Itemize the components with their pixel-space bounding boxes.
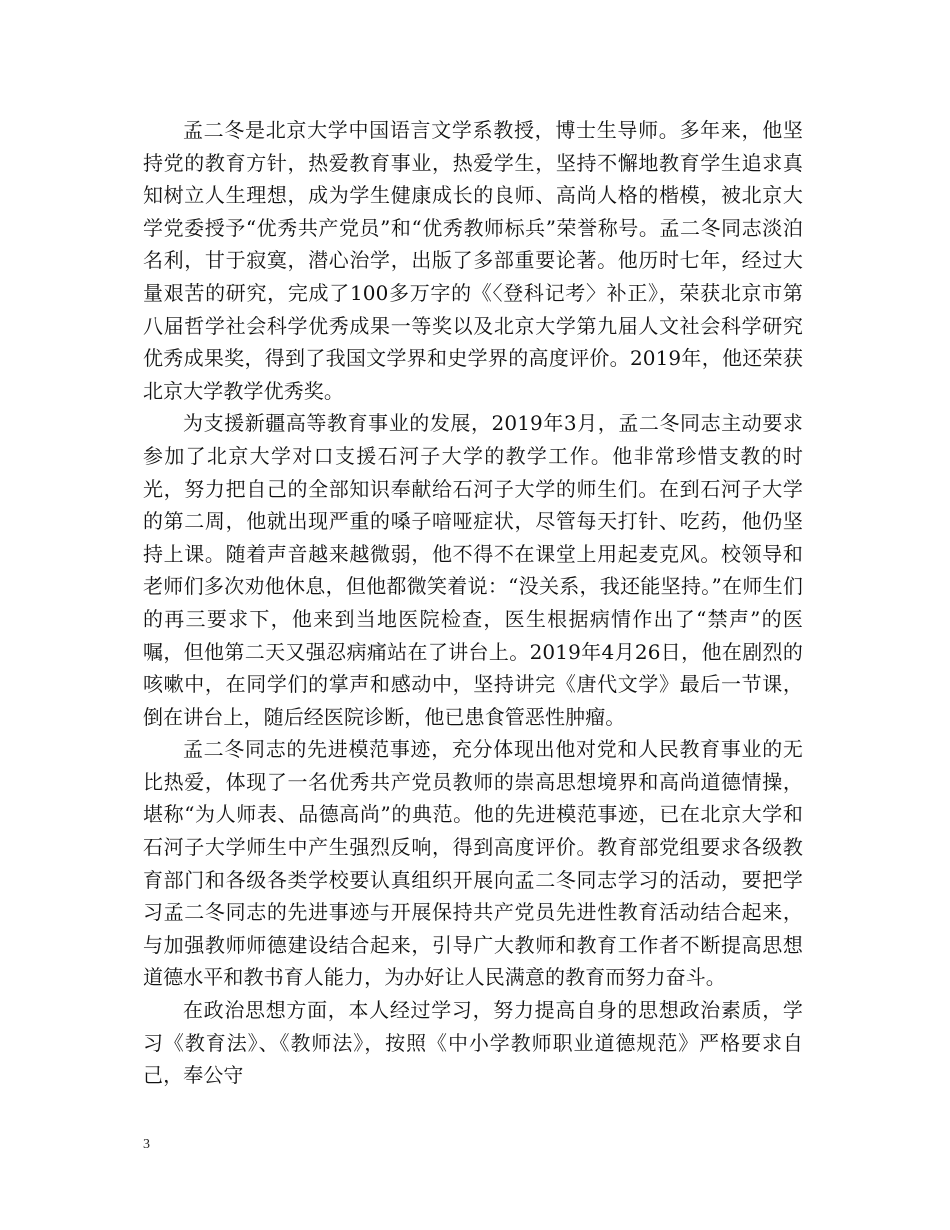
paragraph-2: 为支援新疆高等教育事业的发展，2019年3月，孟二冬同志主动要求参加了北京大学对口支援石河子大学的教学工作。他非常珍惜支教的时光，努力把自己的全部知识奉献给石河子大学的师生们。在到石河子大学的第二周，他就出现严重的嗓子喑哑症状，尽管每天打针、吃药，他仍坚持上课。随着声音越来越微弱，他不得不在课堂上用起麦克风。校领导和老师们多次劝他休息，但他都微笑着说：“没关系，我还能坚持。”在师生们的再三要求下，他来到当地医院检查，医生根据病情作出了“禁声”的医嘱，但他第二天又强忍病痛站在了讲台上。2019年4月26日，他在剧烈的咳嗽中，在同学们的掌声和感动中，坚持讲完《唐代文学》最后一节课，倒在讲台上，随后经医院诊断，他已患食管恶性肿瘤。	[143, 411, 803, 729]
paragraph-1: 孟二冬是北京大学中国语言文学系教授，博士生导师。多年来，他坚持党的教育方针，热爱教育事业，热爱学生，坚持不懈地教育学生追求真知树立人生理想，成为学生健康成长的良师、高尚人格的楷模，被北京大学党委授予“优秀共产党员”和“优秀教师标兵”荣誉称号。孟二冬同志淡泊名利，甘于寂寞，潜心治学，出版了多部重要论著。他历时七年，经过大量艰苦的研究，完成了100多万字的《〈登科记考〉补正》，荣获北京市第八届哲学社会科学优秀成果一等奖以及北京大学第九届人文社会科学研究优秀成果奖，得到了我国文学界和史学界的高度评价。2019年，他还荣获北京大学教学优秀奖。	[143, 118, 803, 403]
paragraph-3: 孟二冬同志的先进模范事迹，充分体现出他对党和人民教育事业的无比热爱，体现了一名优秀共产党员教师的崇高思想境界和高尚道德情操，堪称“为人师表、品德高尚”的典范。他的先进模范事迹，已在北京大学和石河子大学师生中产生强烈反响，得到高度评价。教育部党组要求各级教育部门和各级各类学校要认真组织开展向孟二冬同志学习的活动，要把学习孟二冬同志的先进事迹与开展保持共产党员先进性教育活动结合起来，与加强教师师德建设结合起来，引导广大教师和教育工作者不断提高思想道德水平和教书育人能力，为办好让人民满意的教育而努力奋斗。	[143, 737, 803, 990]
paragraph-4: 在政治思想方面，本人经过学习，努力提高自身的思想政治素质，学习《教育法》、《教师法》，按照《中小学教师职业道德规范》严格要求自己，奉公守	[143, 998, 803, 1088]
page-number: 3	[143, 1137, 150, 1152]
document-body	[143, 114, 803, 1092]
